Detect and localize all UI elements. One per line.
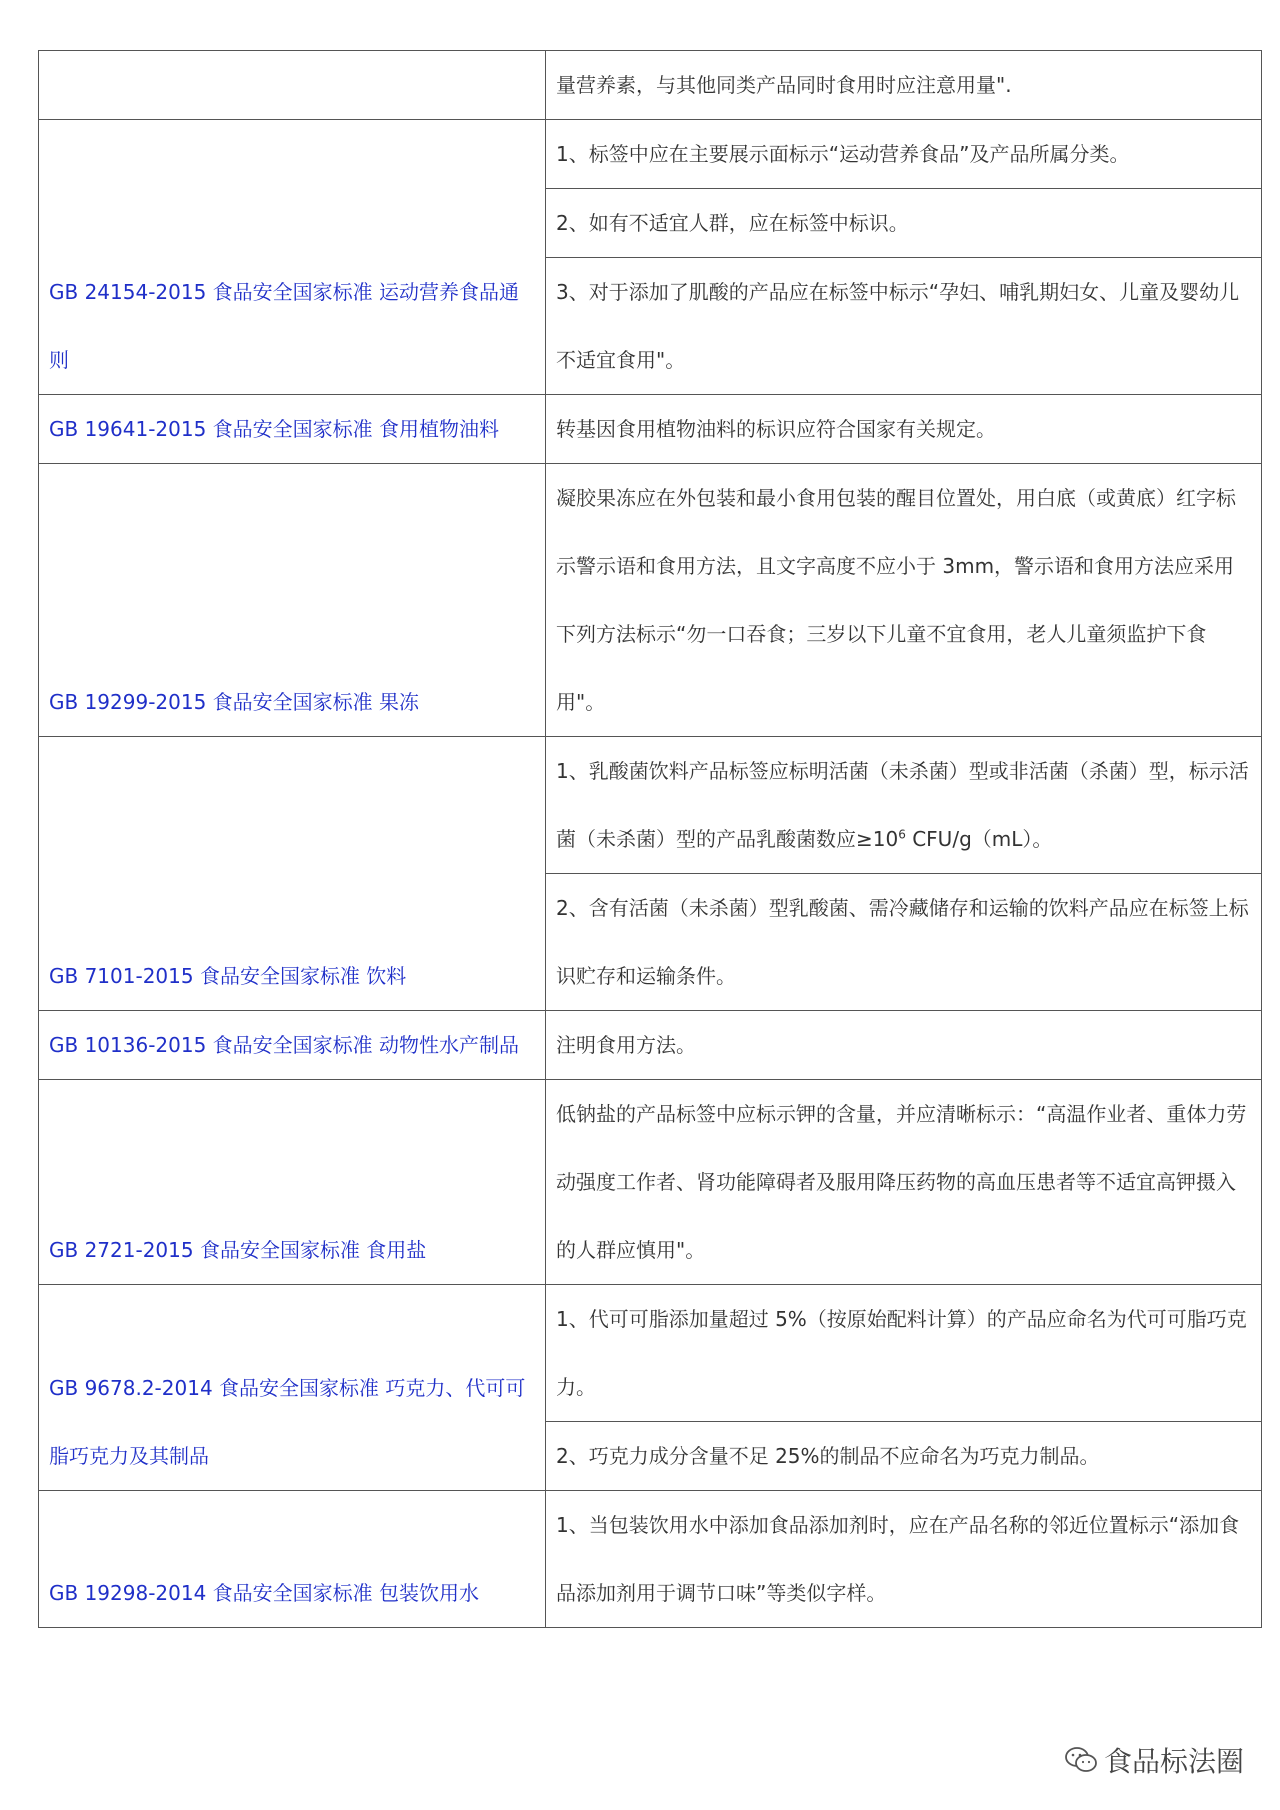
exponent: 6 [898,827,906,842]
table-row [39,1011,1262,1080]
standards-table [38,50,1262,1628]
standard-name-cell: GB 19298-2014 食品安全国家标准 包装饮用水 [39,1491,546,1628]
watermark [1064,1740,1244,1780]
standard-name-cell: GB 7101-2015 食品安全国家标准 饮料 [39,737,546,1011]
requirement-cell: 量营养素，与其他同类产品同时食用时应注意用量". [546,51,1262,120]
standard-name-cell: GB 9678.2-2014 食品安全国家标准 巧克力、代可可脂巧克力及其制品 [39,1285,546,1491]
requirement-cell [546,737,1262,874]
requirement-cell: 注明食用方法。 [546,1011,1262,1080]
standard-name-cell: GB 24154-2015 食品安全国家标准 运动营养食品通则 [39,120,546,395]
requirement-cell: 凝胶果冻应在外包装和最小食用包装的醒目位置处，用白底（或黄底）红字标示警示语和食用方法，且文字高度不应小于 3mm，警示语和食用方法应采用下列方法标示“勿一口吞食；三岁以下儿童不宜食用，老人儿童须监护下食用"。 [546,464,1262,737]
requirement-cell: 3、对于添加了肌酸的产品应在标签中标示“孕妇、哺乳期妇女、儿童及婴幼儿不适宜食用"。 [546,258,1262,395]
standard-name-cell: GB 10136-2015 食品安全国家标准 动物性水产制品 [39,1011,546,1080]
standard-name-cell: GB 2721-2015 食品安全国家标准 食用盐 [39,1080,546,1285]
requirement-cell: 2、含有活菌（未杀菌）型乳酸菌、需冷藏储存和运输的饮料产品应在标签上标识贮存和运输条件。 [546,874,1262,1011]
standard-name-cell [39,51,546,120]
standards-table-body [39,51,1262,1628]
watermark-text: 食品标法圈 [1103,1745,1244,1778]
requirement-cell: 2、如有不适宜人群，应在标签中标识。 [546,189,1262,258]
table-row [39,395,1262,464]
table-row [39,464,1262,737]
requirement-cell: 转基因食用植物油料的标识应符合国家有关规定。 [546,395,1262,464]
standard-name-cell: GB 19299-2015 食品安全国家标准 果冻 [39,464,546,737]
table-row [39,51,1262,120]
table-row [39,120,1262,189]
requirement-cell: 1、当包装饮用水中添加食品添加剂时，应在产品名称的邻近位置标示“添加食品添加剂用于调节口味”等类似字样。 [546,1491,1262,1628]
table-row [39,1491,1262,1628]
requirement-cell: 低钠盐的产品标签中应标示钾的含量，并应清晰标示：“高温作业者、重体力劳动强度工作者、肾功能障碍者及服用降压药物的高血压患者等不适宜高钾摄入的人群应慎用"。 [546,1080,1262,1285]
requirement-text: 1、乳酸菌饮料产品标签应标明活菌（未杀菌）型或非活菌（杀菌）型，标示活菌（未杀菌）型的产品乳酸菌数应≥10 [556,759,1249,851]
standard-name-cell: GB 19641-2015 食品安全国家标准 食用植物油料 [39,395,546,464]
table-row [39,737,1262,874]
requirement-text-unit: CFU/g（mL）。 [905,827,1053,851]
table-row [39,1285,1262,1422]
wechat-icon [1064,1746,1098,1774]
requirement-cell: 1、代可可脂添加量超过 5%（按原始配料计算）的产品应命名为代可可脂巧克力。 [546,1285,1262,1422]
requirement-cell: 2、巧克力成分含量不足 25%的制品不应命名为巧克力制品。 [546,1422,1262,1491]
table-row [39,1080,1262,1285]
requirement-cell: 1、标签中应在主要展示面标示“运动营养食品”及产品所属分类。 [546,120,1262,189]
